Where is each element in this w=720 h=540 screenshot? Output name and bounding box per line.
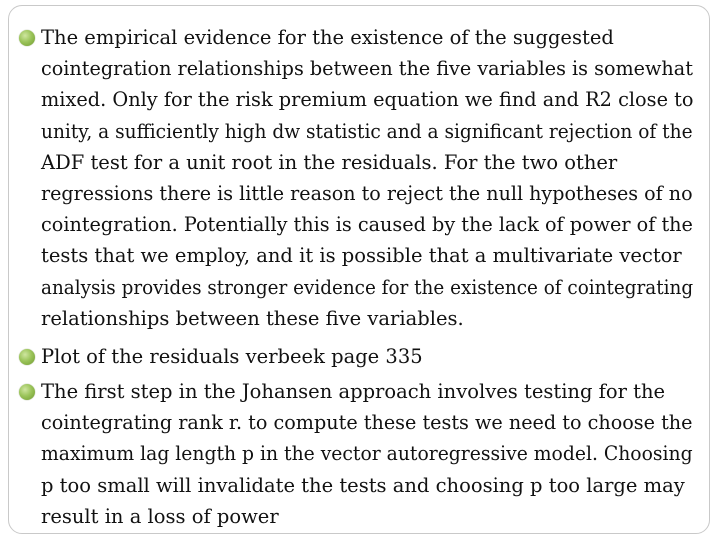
text-line: regressions there is little reason to reject the null hypotheses of no [41, 182, 693, 206]
text-line: The empirical evidence for the existence of the suggested [41, 26, 614, 49]
text-line: cointegration relationships between the five variables is somewhat [41, 57, 693, 81]
text-line: ADF test for a unit root in the residuals. For the two other [41, 150, 618, 174]
text-line: cointegrating rank r. to compute these tests we need to choose the [41, 411, 693, 435]
bullet-dot-icon [19, 349, 35, 365]
bullet-text [41, 376, 693, 532]
text-line: mixed. Only for the risk premium equation we find and R2 close to [41, 88, 694, 112]
text-line: tests that we employ, and it is possible that a multivariate vector [41, 244, 682, 268]
text-line: The first step in the Johansen approach involves testing for the [41, 380, 666, 403]
text-line: unity, a sufficiently high dw statistic and a significant rejection of the [41, 119, 693, 143]
text-line: maximum lag length p in the vector autoregressive model. Choosing [41, 442, 693, 466]
bullet-text [41, 341, 693, 372]
text-line: result in a loss of power [41, 504, 279, 528]
text-line: p too small will invalidate the tests and choosing p too large may [41, 473, 685, 497]
text-line: relationships between these five variables. [41, 306, 464, 330]
bullet-text [41, 22, 693, 334]
bullet-dot-icon [19, 30, 35, 46]
text-line: analysis provides stronger evidence for the existence of cointegrating [41, 275, 694, 299]
text-line: cointegration. Potentially this is caused by the lack of power of the [41, 213, 693, 237]
bullet-dot-icon [19, 384, 35, 400]
text-line: Plot of the residuals verbeek page 335 [41, 345, 423, 368]
